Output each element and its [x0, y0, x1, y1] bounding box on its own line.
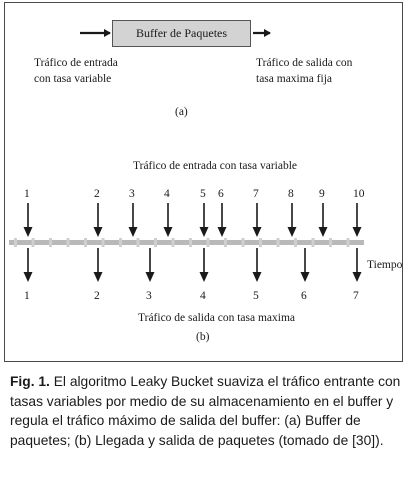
departure-arrow — [353, 248, 362, 282]
timeline-tick — [329, 238, 332, 247]
figure-caption — [10, 372, 402, 450]
arrival-arrow — [218, 203, 227, 237]
departure-arrow — [253, 248, 262, 282]
timeline-tick — [207, 238, 210, 247]
timeline-tick — [67, 238, 70, 247]
arrival-arrow — [164, 203, 173, 237]
timeline-tick — [277, 238, 280, 247]
timeline-tick — [102, 238, 105, 247]
arrival-arrow — [94, 203, 103, 237]
departure-number: 4 — [200, 290, 206, 302]
arrival-number: 8 — [288, 188, 294, 200]
arrival-number: 7 — [253, 188, 259, 200]
timeline-tick — [32, 238, 35, 247]
timeline-tick — [259, 238, 262, 247]
arrival-arrow — [24, 203, 33, 237]
arrival-number: 10 — [353, 188, 365, 200]
departure-arrow — [146, 248, 155, 282]
timeline-tick — [189, 238, 192, 247]
timeline-tick — [154, 238, 157, 247]
sublabel-b: (b) — [196, 331, 210, 343]
arrival-traffic-label: Tráfico de entrada con tasa variable — [133, 160, 298, 172]
departure-number: 6 — [301, 290, 307, 302]
timeline-tick — [312, 238, 315, 247]
arrival-number: 1 — [24, 188, 30, 200]
timeline-tick — [137, 238, 140, 247]
arrival-number: 6 — [218, 188, 224, 200]
arrival-arrow — [288, 203, 297, 237]
departure-number: 2 — [94, 290, 100, 302]
departure-arrow — [24, 248, 33, 282]
arrival-arrow — [200, 203, 209, 237]
timeline-tick — [242, 238, 245, 247]
timeline-tick — [294, 238, 297, 247]
arrival-number: 3 — [129, 188, 135, 200]
arrival-arrow — [253, 203, 262, 237]
timeline-tick — [84, 238, 87, 247]
departure-traffic-label: Tráfico de salida con tasa maxima — [138, 312, 296, 324]
departure-number: 3 — [146, 290, 152, 302]
departure-number: 7 — [353, 290, 359, 302]
sublabel-a: (a) — [175, 106, 188, 118]
caption-text: El algoritmo Leaky Bucket suaviza el tráfico entrante con tasas variables por medio de su almacenamiento en el buffer y regula el tráfico máximo de salida del buffer: (a) Buffer de paquetes; (b) Llegada y salida de paquetes (tomado de [30]). — [10, 374, 401, 448]
timeline-tick — [224, 238, 227, 247]
departure-arrow — [301, 248, 310, 282]
arrival-number: 4 — [164, 188, 170, 200]
arrival-arrow — [353, 203, 362, 237]
output-traffic-label: Tráfico de salida con tasa maxima fija — [256, 57, 353, 85]
timeline-tick — [49, 238, 52, 247]
arrival-number: 9 — [319, 188, 325, 200]
arrival-number: 5 — [200, 188, 206, 200]
timeline-tick — [14, 238, 17, 247]
arrival-number: 2 — [94, 188, 100, 200]
departure-number: 5 — [253, 290, 259, 302]
timeline-bar — [9, 240, 364, 245]
arrival-arrow — [129, 203, 138, 237]
caption-label: Fig. 1. — [10, 374, 50, 389]
buffer-label: Buffer de Paquetes — [135, 26, 228, 40]
packet-buffer-box — [112, 20, 251, 47]
departure-arrow — [94, 248, 103, 282]
departure-arrow — [200, 248, 209, 282]
arrival-arrow — [319, 203, 328, 237]
time-axis-label: Tiempo — [367, 259, 403, 271]
timeline-tick — [172, 238, 175, 247]
input-traffic-label: Tráfico de entrada con tasa variable — [34, 57, 118, 85]
departure-number: 1 — [24, 290, 30, 302]
timeline-tick — [347, 238, 350, 247]
timeline-tick — [119, 238, 122, 247]
